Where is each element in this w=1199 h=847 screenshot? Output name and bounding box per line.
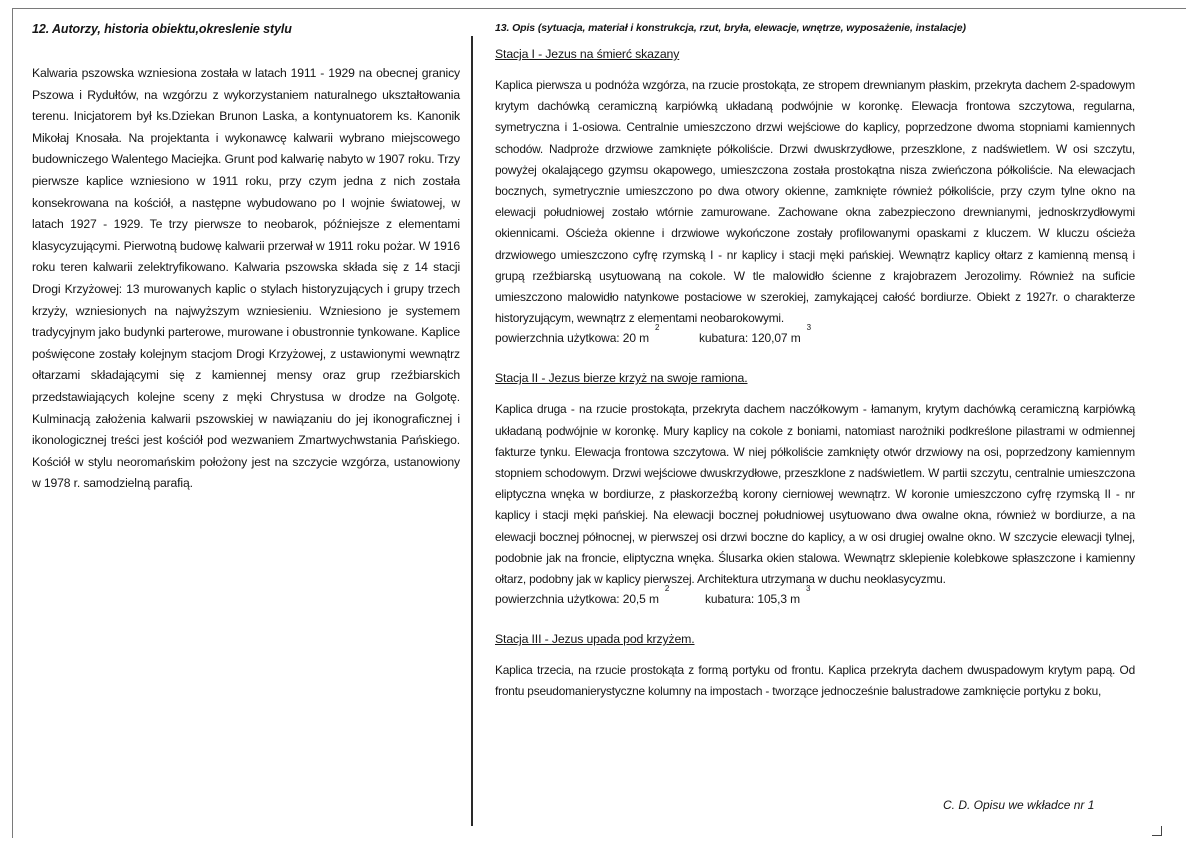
station-2-volume-exponent: 3 <box>806 584 811 594</box>
station-1-stats <box>495 323 1135 353</box>
station-2-volume: kubatura: 105,3 $m^3$ <box>705 584 811 607</box>
station-1-area-exponent: 2 <box>655 323 660 333</box>
station-3-title: Stacja III - Jezus upada pod krzyżem. <box>495 632 695 647</box>
left-column <box>32 22 460 495</box>
right-column <box>495 22 1135 703</box>
right-heading: 13. Opis (sytuacja, materiał i konstrukcja, rzut, bryła, elewacje, wnętrze, wyposażenie, instalacje) <box>495 22 966 34</box>
station-2-area: powierzchnia użytkowa: 20,5 $m^2$ <box>495 584 670 607</box>
station-1-area: powierzchnia użytkowa: 20 $m^2$ <box>495 323 660 346</box>
station-2-text: Kaplica druga - na rzucie prostokąta, przekryta dachem naczółkowym - łamanym, krytym dachówką ceramiczną karpiówką układaną podwójnie w koronkę. Mury kaplicy na cokole z boniami, natomiast narożniki podkreślone pilastrami w odmiennej fakturze tynku. Elewacja frontowa szczytowa. W niej półkoliście zamknięty otwór drzwiowy na osi, poprzedzony kamiennym stopniem schodowym. Drzwi wejściowe dwuskrzydłowe, przeszklone z nadświetlem. W partii szczytu, centralnie umieszczona eliptyczna wnęka w bordiurze, z płaskorzeźbą korony cierniowej wewnątrz. W koronie umieszczono cyfrę rzymską II - nr kaplicy i stacji męki pańskiej. Na elewacji bocznej południowej usytuowano dwa owalne okna, również w bordiurze, a na elewacji bocznej północnej, w pierwszej osi drzwi boczne do kaplicy, a w osi drugiej owalne okno. W szczycie elewacji tylnej, podobnie jak na froncie, eliptyczna wnęka. Ślusarka okien stalowa. Wewnątrz sklepienie kolebkowe spłaszczone i kamienny ołtarz, podobny jak w kaplicy pierwszej. Architektura utrzymana w duchu neoklasycyzmu. <box>495 402 1135 587</box>
corner-crop-mark <box>1152 826 1162 836</box>
station-1-title: Stacja I - Jezus na śmierć skazany <box>495 47 680 61</box>
station-2-stats <box>495 584 1135 614</box>
station-1-text: Kaplica pierwsza u podnóża wzgórza, na rzucie prostokąta, ze stropem drewnianym płaskim, przekryta dachem 2-spadowym krytym dachówką ceramiczną karpiówką układaną podwójnie w koronkę. Elewacja frontowa szczytowa, regularna, symetryczna i 1-osiowa. Centralnie umieszczono drzwi wejściowe do kaplicy, poprzedzone dwoma stopniami kamiennych schodów. Nadproże drzwiowe zamknięte półkoliście. Drzwi dwuskrzydłowe, przeszklone, z nadświetlem. W osi szczytu, powyżej okalającego gzymsu okapowego, umieszczona została prostokątna nisza zwieńczona półkoliście. Na elewacjach bocznych, symetrycznie umieszczono po dwa otwory okienne, zamknięte również półkoliście, przy czym tylne okno na elewacji południowej zostało wtórnie zamurowane. Zachowane okna zabezpieczono drewnianymi, jednoskrzydłowymi okiennicami. Ościeża okienne i drzwiowe wykończone zostały profilowanymi opaskami z kluczem. W kluczu ościeża drzwiowego umieszczono cyfrę rzymską I - nr kaplicy i stacji męki pańskiej. Wewnątrz kaplicy ołtarz z kamienną mensą i grupą rzeźbiarską usytuowaną na cokole. W tle malowidło ścienne z krajobrazem Jerozolimy. Również na suficie umieszczono malowidło natynkowe postaciowe w szerokiej, zamykającej całość bordiurze. Obiekt z 1927r. o charakterze historyzującym, wewnątrz z elementami neobarokowymi. <box>495 78 1135 326</box>
left-heading: 12. Autorzy, historia obiektu,okreslenie stylu <box>32 22 292 36</box>
station-2-title: Stacja II - Jezus bierze krzyż na swoje ramiona. <box>495 371 748 386</box>
history-text: Kalwaria pszowska wzniesiona została w latach 1911 - 1929 na obecnej granicy Pszowa i Rydułtów, na wzgórzu z wykorzystaniem naturalnego ukształtowania terenu. Inicjatorem był ks.Dziekan Brunon Laska, a kontynuatorem ks. Kanonik Mikołaj Knosała. Na projektanta i wykonawcę kalwarii wybrano miejscowego budowniczego Walentego Maciejka. Grunt pod kalwarię nabyto w 1907 roku. Trzy pierwsze kaplice wzniesiono w 1911 roku, przy czym jedna z nich została konsekrowana na kościół, a następne wybudowano po I wojnie światowej, w latach 1927 - 1929. Te trzy pierwsze to neobarok, późniejsze z elementami klasycyzującymi. Pierwotną budowę kalwarii przerwał w 1911 roku pożar. W 1916 roku teren kalwarii zelektryfikowano. Kalwaria pszowska składa się z 14 stacji Drogi Krzyżowej: 13 murowanych kaplic o stylach historyzujących i grupy trzech krzyży, wzniesionych na najwyższym wzniesieniu. Wzniesiono je systemem tradycyjnym jako budynki parterowe, murowane i obustronnie tynkowane. Kaplice poświęcone zostały kolejnym stacjom Drogi Krzyżowej, z ustawionymi wewnątrz ołtarzami składającymi się z kamiennej mensy oraz grup rzeźbiarskich przedstawiających kolejne sceny z męki Chrystusa w drodze na Golgotę. Kulminacją założenia kalwarii pszowskiej w nawiązaniu do jej ikonograficznej i ikonologicznej treści jest kościół pod wezwaniem Zmartwychwstania Pańskiego. Kościół w stylu neoromańskim położony jest na szczycie wzgórza, ustanowiony w 1978 r. samodzielną parafią. <box>32 66 460 491</box>
continuation-note: C. D. Opisu we wkładce nr 1 <box>943 798 1095 812</box>
column-divider <box>471 36 473 826</box>
station-1-volume: kubatura: 120,07 $m^3$ <box>699 323 811 346</box>
station-1-volume-exponent: 3 <box>806 323 811 333</box>
station-3-text: Kaplica trzecia, na rzucie prostokąta z formą portyku od frontu. Kaplica przekryta dachem dwuspadowym krytym papą. Od frontu pseudomanierystyczne kolumny na impostach - tworzące jednocześnie balustradowe zamknięcie portyku z boku, <box>495 663 1135 699</box>
station-2-area-exponent: 2 <box>664 584 670 594</box>
